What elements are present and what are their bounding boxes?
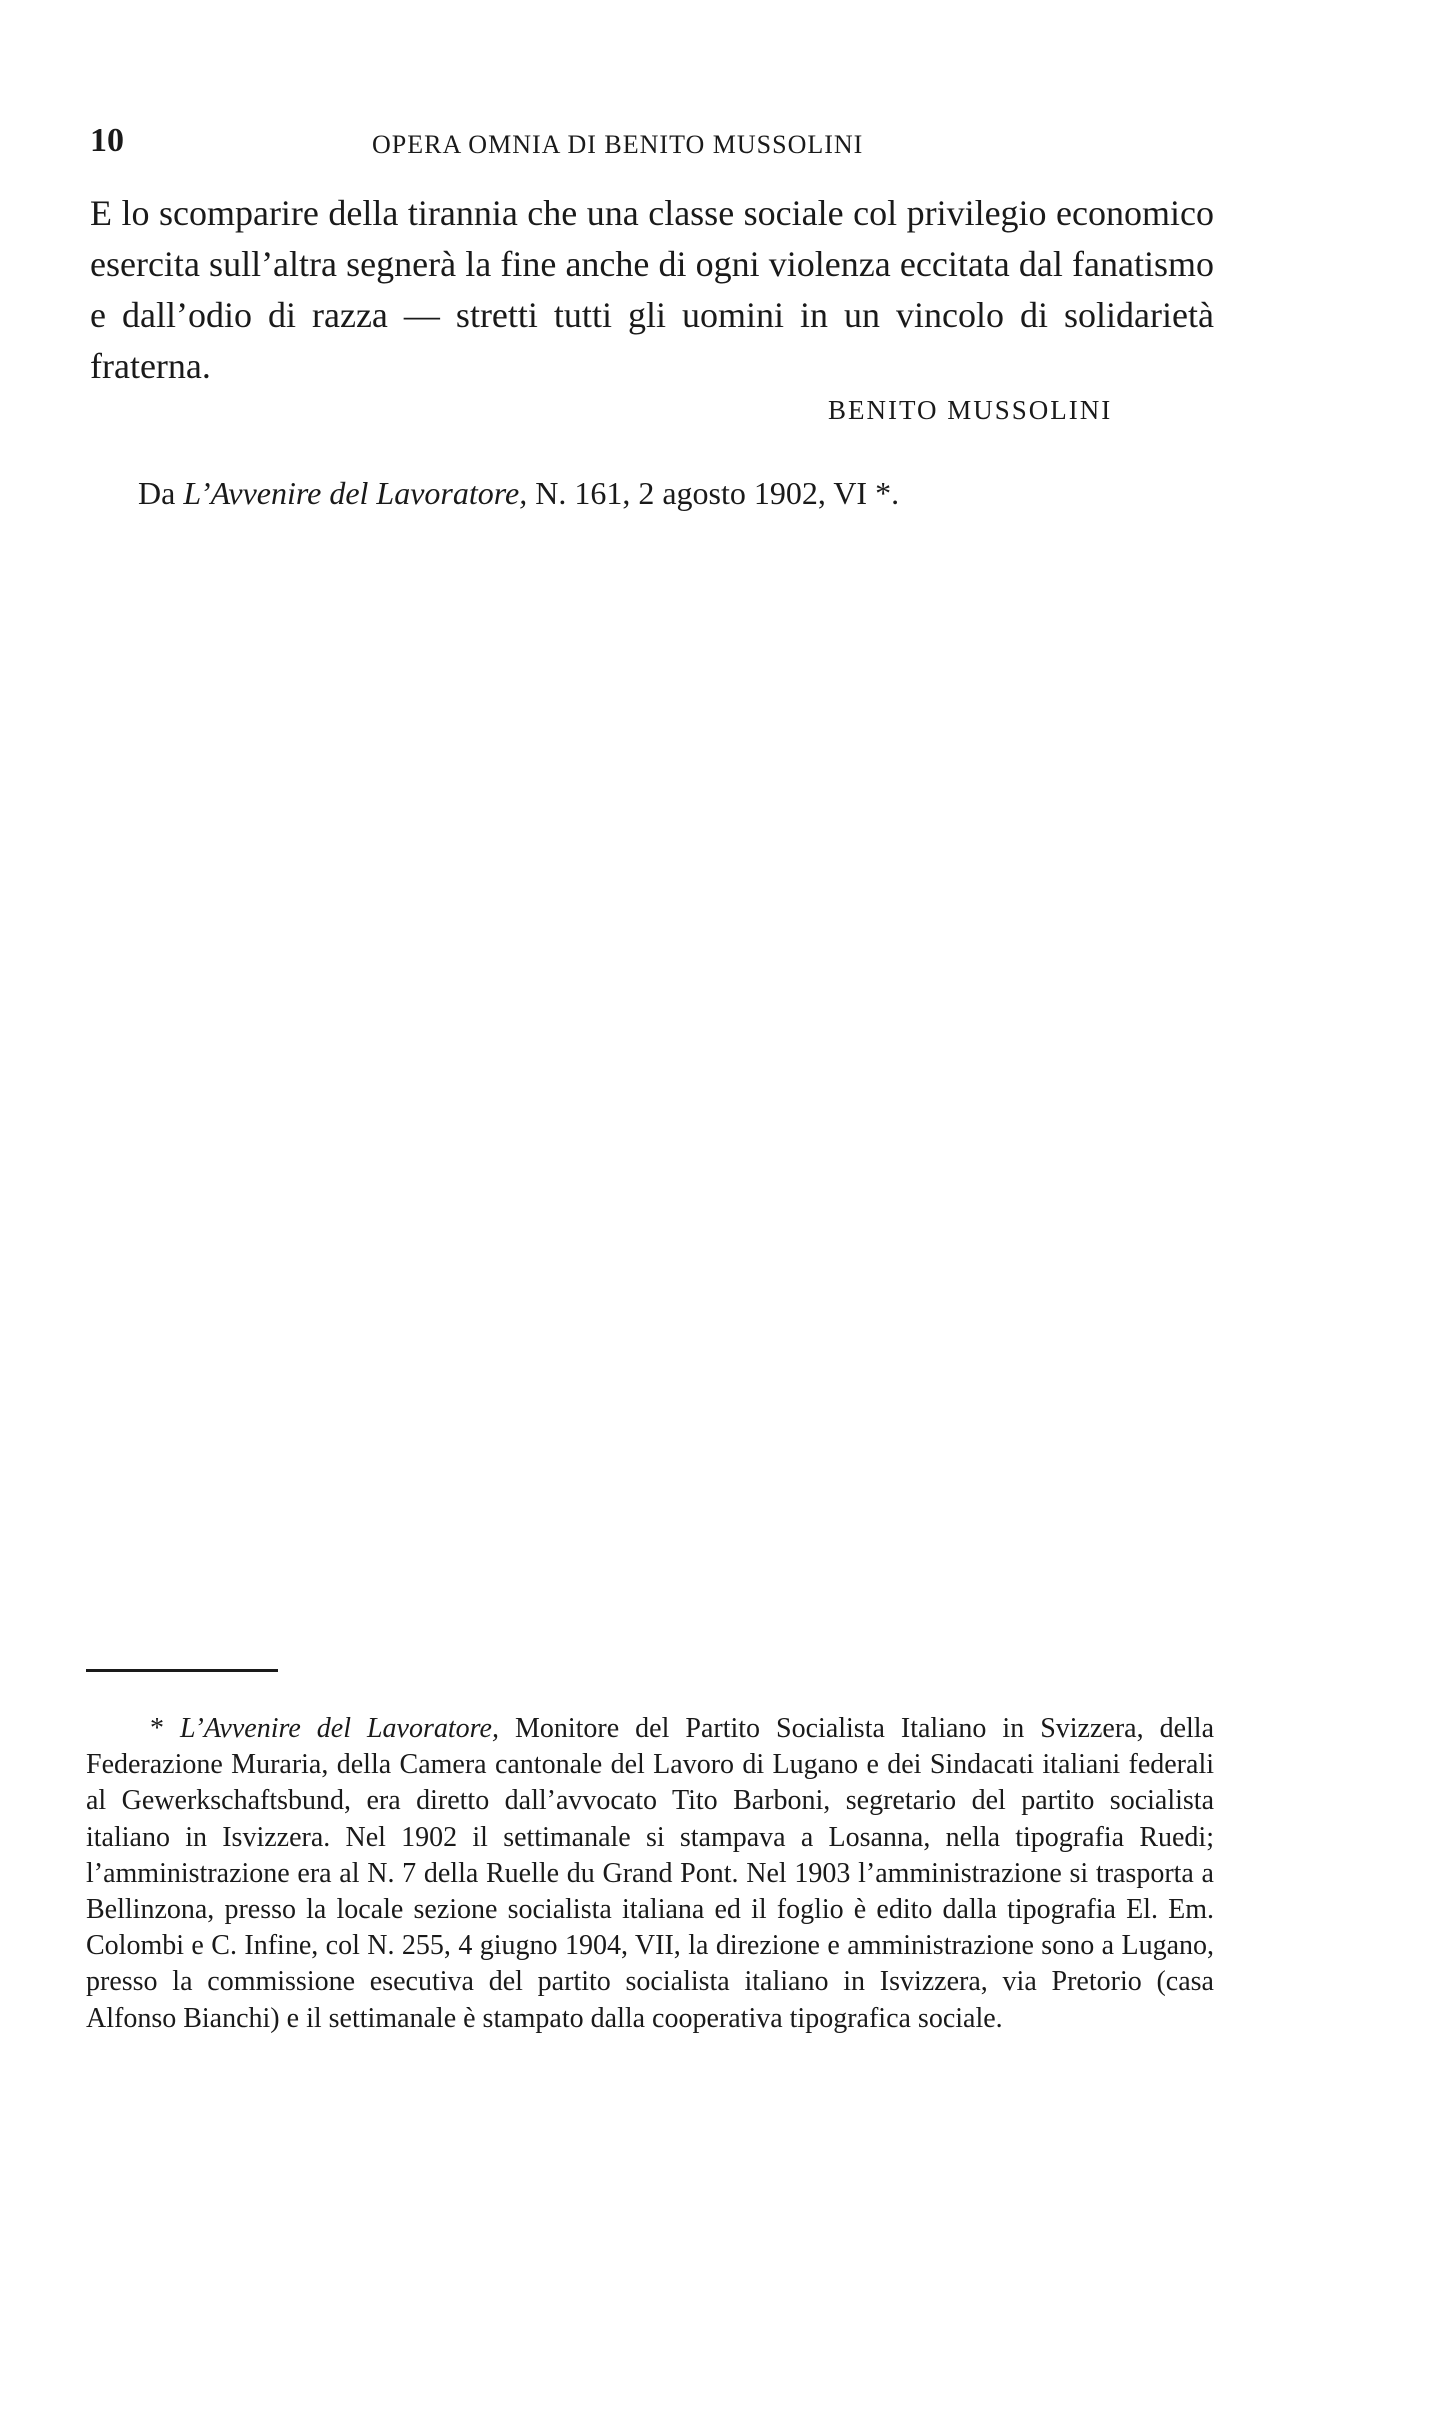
footnote — [86, 1711, 1214, 2037]
source-citation — [138, 475, 899, 512]
body-paragraph: E lo scomparire della tirannia che una classe sociale col privilegio economico esercita sull’altra segnerà la fine anche di ogni violenza eccitata dal fanatismo e dall’odio di razza — stretti tutti gli uomini in un vincolo di solidarietà fraterna. — [90, 193, 1214, 386]
running-head: OPERA OMNIA DI BENITO MUSSOLINI — [372, 130, 864, 159]
footnote-marker: * — [150, 1713, 181, 1744]
signature: BENITO MUSSOLINI — [828, 395, 1113, 425]
source-details: N. 161, 2 agosto 1902, VI *. — [527, 475, 900, 511]
page-number: 10 — [90, 122, 124, 159]
footnote-newspaper-title: L’Avvenire del Lavoratore, — [180, 1713, 499, 1744]
footnote-text: Monitore del Partito Socialista Italiano in Svizzera, della Federazione Muraria, della Camera cantonale del Lavoro di Lugano e dei Sindacati italiani federali al Gewerkschaftsbund, era diretto dall’avvocato Tito Barboni, segretario del partito socialista italiano in Isvizzera. Nel 1902 il settimanale si stampava a Losanna, nella tipografia Ruedi; l’amministrazione era al N. 7 della Ruelle du Grand Pont. Nel 1903 l’amministrazione si trasporta a Bellinzona, presso la locale sezione socialista italiana ed il foglio è edito dalla tipografia El. Em. Colombi e C. Infine, col N. 255, 4 giugno 1904, VII, la direzione e amministrazione sono a Lugano, presso la commissione esecutiva del partito socialista italiano in Isvizzera, via Pretorio (casa Alfonso Bianchi) e il settimanale è stampato dalla cooperativa tipografica sociale. — [86, 1713, 1215, 2034]
source-newspaper-title: L’Avvenire del Lavoratore, — [183, 475, 528, 511]
source-prefix: Da — [138, 475, 184, 511]
footnote-divider — [86, 1669, 278, 1672]
